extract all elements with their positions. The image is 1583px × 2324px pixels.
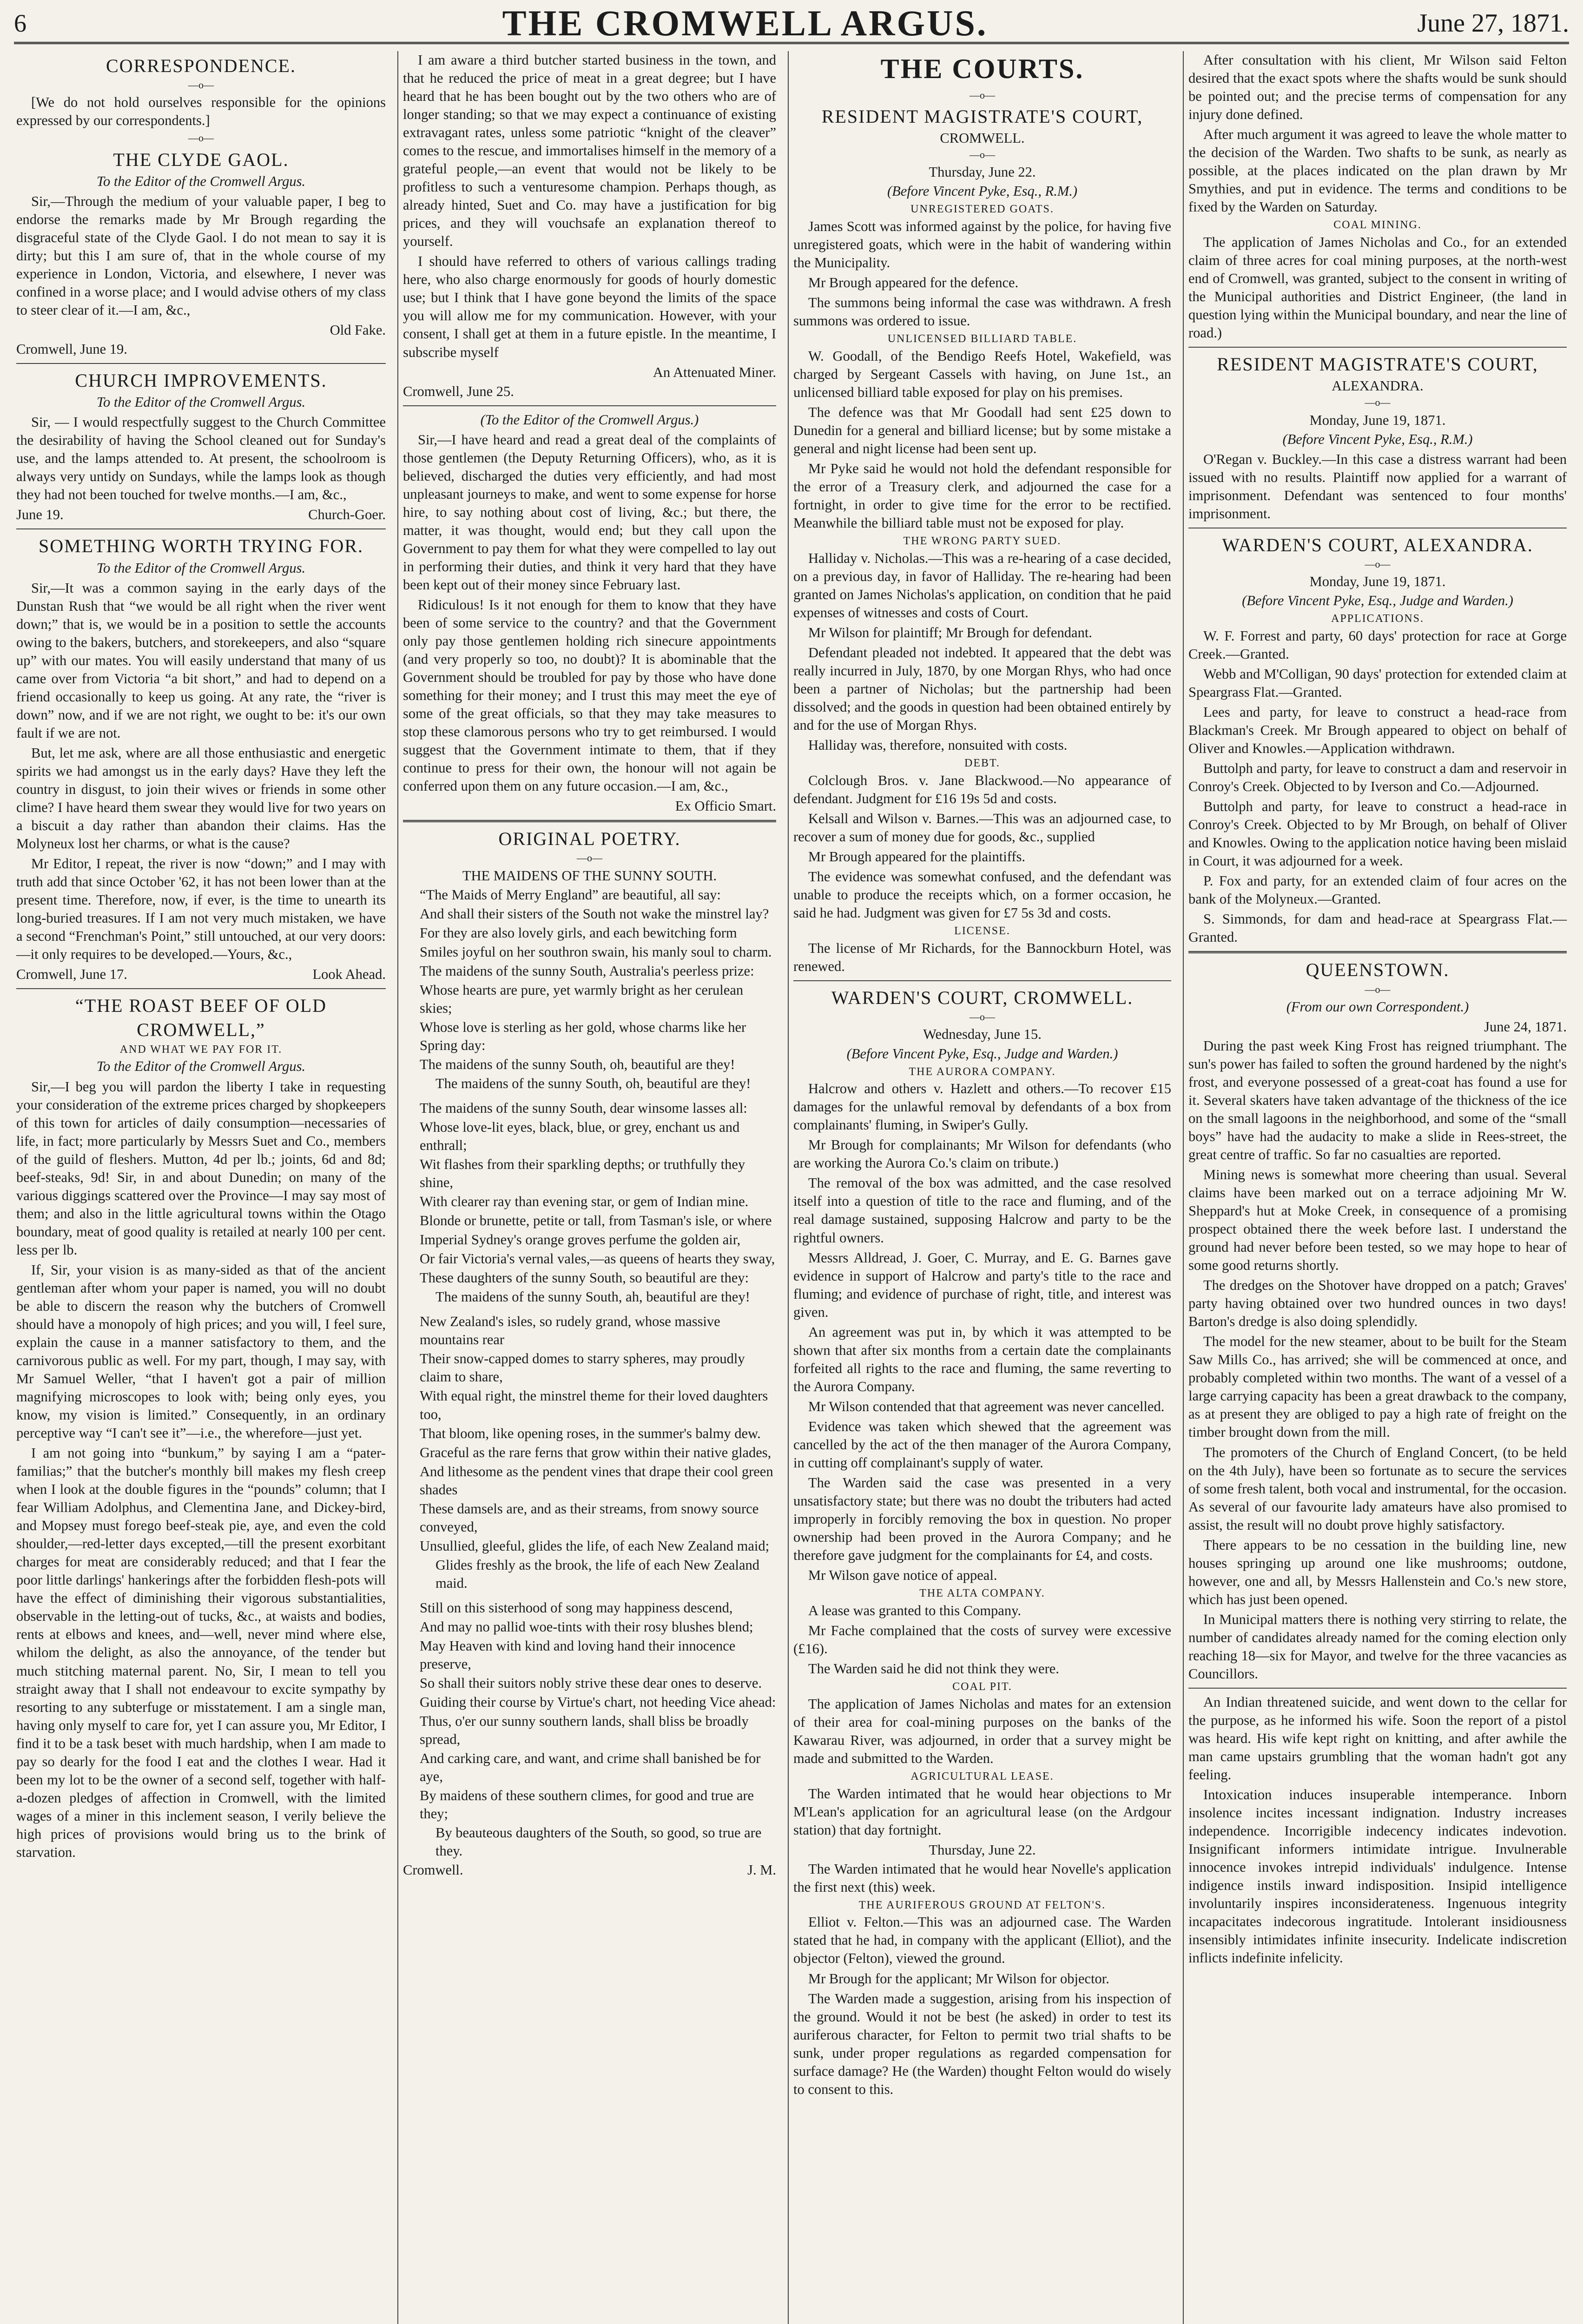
letter-footer [16, 965, 386, 984]
poem-line: Blonde or brunette, petite or tall, from Tasman's isle, or where [420, 1213, 772, 1229]
poem-line: And carking care, and want, and crime shall banished be for aye, [420, 1750, 761, 1785]
case-paragraph: The summons being informal the case was withdrawn. A fresh summons was ordered to issue. [793, 295, 1171, 329]
poem-line: Imperial Sydney's orange groves perfume the golden air, [420, 1232, 741, 1248]
letter-place-date: Cromwell, June 25. [403, 383, 514, 399]
case-paragraph: O'Regan v. Buckley.—In this case a distress warrant had been issued with no results. Plaintiff now applied for a warrant of imprisonment. Defendant was sentenced to four months' imprisonment. [1188, 451, 1567, 522]
poem-line: Whose love-lit eyes, black, blue, or grey, enchant us and enthrall; [420, 1119, 740, 1154]
poem-line: And may no pallid woe-tints with their rosy blushes blend; [420, 1618, 753, 1635]
case-paragraph: Mr Wilson gave notice of appeal. [808, 1567, 997, 1584]
case-paragraph: Mr Wilson contended that that agreement was never cancelled. [808, 1398, 1165, 1414]
letter-paragraph: Sir,—I beg you will pardon the liberty I take in requesting your consideration of the extreme prices charged by shopkeepers of this town for articles of daily consumption—necessaries of life, in fact; more particularly by Messrs Suet and Co., members of the guild of fleshers. Mutton, 4d per lb.; joints, 6d and 8d; beef-steaks, 9d! Sir, in and about Dunedin; on many of the various diggings scattered over the Province—I may say most of them; and also in the little agricultural towns within the Otago boundary, meat of good quality is retailed at nearly 100 per cent. less per lb. [16, 1078, 386, 1258]
divider [1188, 347, 1567, 348]
case-paragraph: Evidence was taken which shewed that the agreement was cancelled by the act of the then manager of the Aurora Company, in cutting off complainant's supply of water. [793, 1418, 1171, 1471]
to-editor-line: (To the Editor of the Cromwell Argus.) [480, 411, 699, 428]
report-paragraph: Mining news is somewhat more cheering than usual. Several claims have been marked out on a terrace adjoining Mr W. Sheppard's hut at Moke Creek, in consequence of a promising prospect obtained there the week before last. I understand the ground had never before been tested, so we may hope to hear of some good returns shortly. [1188, 1167, 1567, 1274]
divider [16, 988, 386, 989]
letter-paragraph: If, Sir, your vision is as many-sided as that of the ancient gentleman after whom your paper is named, you will no doubt be able to discern the reason why the butchers of Cromwell should have a monopoly of high prices; and you will, I feel sure, explain the cause in a manner satisfactory to them, and the carnivorous public as well. For my part, though, I may say, with Mr Samuel Weller, “that I haven't got a pair of million magnifying microscopes to look with; being only eyes, you know, my vision is limited.” Consequently, in an ordinary perceptive way “I can't see it”—i.e., the wherefore—just yet. [16, 1261, 386, 1441]
case-paragraph: Halliday v. Nicholas.—This was a re-hearing of a case decided, on a previous day, in favor of Halliday. The re-hearing had been granted on James Nicholas's application, on condition that he paid expenses of witnesses and costs of Court. [793, 550, 1171, 621]
ornament: —o— [188, 132, 214, 144]
case-paragraph: P. Fox and party, for an extended claim of four acres on the bank of the Molyneux.—Granted. [1188, 873, 1567, 907]
poem-line: The maidens of the sunny South, oh, beautiful are they! [420, 1056, 735, 1072]
case-paragraph: The Warden intimated that he would hear Novelle's application the first next (this) week. [793, 1861, 1171, 1895]
case-paragraph: Mr Brough for complainants; Mr Wilson for defendants (who are working the Aurora Co.'s claim on tribute.) [793, 1137, 1171, 1171]
letter-signature: An Attenuated Miner. [653, 364, 776, 380]
case-paragraph: Lees and party, for leave to construct a head-race from Blackman's Creek. Mr Brough appeared to object on behalf of Oliver and Knowles.—Application withdrawn. [1188, 704, 1567, 757]
court-heading: RESIDENT MAGISTRATE'S COURT, [1217, 354, 1538, 375]
poem-line: For they are also lovely girls, and each bewitching form [420, 924, 737, 941]
case-paragraph: James Scott was informed against by the police, for having five unregistered goats, which were in the habit of wandering within the Municipality. [793, 218, 1171, 271]
case-paragraph: Buttolph and party, for leave to construct a dam and reservoir in Conroy's Creek. Objected to by Iverson and Co.—Adjourned. [1188, 760, 1567, 795]
letter-paragraph: Ridiculous! Is it not enough for them to know that they have been of some service to the country? and that the Government only pay those gentlemen holding rich sinecure appointments (and very properly so too, no doubt)? It is abominable that the Government should be troubled for pay by those who have done something for their money; and I trust this may meet the eye of some of the great officials, so that they may take measures to stop these clamorous persons who try to get reimbursed. I would suggest that the Government intimate to them, that if they continue to press for their own, the honour will not again be conferred upon them on any future occasion.—I am, &c., [403, 596, 776, 794]
poem-line: Their snow-capped domes to starry spheres, may proudly claim to share, [420, 1351, 745, 1385]
poem-place: Cromwell. [403, 1862, 463, 1878]
case-paragraph: Defendant pleaded not indebted. It appeared that the debt was really incurred in July, 1870, by one Morgan Rhys, who had once been a partner of Nicholas; but the partnership had been dissolved; and the goods in question had been obtained entirely by and for the use of Morgan Rhys. [793, 645, 1171, 733]
filler-paragraph: Intoxication induces insuperable intemperance. Inborn insolence incites incessant indignation. Industry increases independence. Incorrigible indecency indicates indevotion. Insignificant informers intimidate intrigue. Invulnerable innocence invokes intrepid individuals' indulgence. Intense indigence instils inward indisposition. Insipid intelligence involuntarily inspires inconsiderateness. Ingenuous integrity incapacitates indecorous ingratitude. Intolerant insidiousness insensibly intimidates infinite insecurity. Indelicate indiscretion inflicts indefinite infelicity. [1188, 1787, 1567, 1966]
report-paragraph: The promoters of the Church of England Concert, (to be held on the 4th July), have been so fortunate as to secure the services of some fresh talent, both vocal and instrumental, for the occasion. As several of our favourite lady amateurs have also promised to assist, the result will no doubt prove highly satisfactory. [1188, 1444, 1567, 1533]
court-place: ALEXANDRA. [1332, 378, 1424, 394]
column-4 [1183, 51, 1571, 2324]
case-paragraph: The application of James Nicholas and Co., for an extended claim of three acres for coal mining purposes, at the north-west end of Cromwell, was granted, subject to the consent in writing of the Municipal authorities and District Engineer, (the land in question lying within the Municipal boundary, and near the line of road.) [1188, 234, 1567, 341]
to-editor-line: To the Editor of the Cromwell Argus. [96, 1058, 306, 1075]
case-title: APPLICATIONS. [1331, 613, 1425, 625]
case-title: UNLICENSED BILLIARD TABLE. [887, 333, 1077, 345]
case-paragraph: Mr Pyke said he would not hold the defendant responsible for the error of a Treasury clerk, and adjourned the case for a fortnight, in order to give time for the error to be rectified. Meanwhile the billiard table must not be exposed for play. [793, 461, 1171, 531]
case-title: THE AURORA COMPANY. [909, 1065, 1056, 1078]
letter-date: June 19. [16, 507, 64, 523]
clyde-gaol-heading: THE CLYDE GAOL. [113, 149, 289, 170]
letter-paragraph: Sir,—It was a common saying in the early days of the Dunstan Rush that “we would be all right when the river went down;” that is, we would be in a position to settle the accounts owing to the bakers, butchers, and storekeepers, and also “square up” with our mates. You will easily understand that many of us came over from Victoria “a bit short,” and had to depend on a friend occasionally to keep us going. At any rate, the “river is down” now, and if we are not right, we ought to be: it's our own fault if we are not. [16, 580, 386, 741]
letter-paragraph: I should have referred to others of various callings trading here, who also charge enormously for goods of hourly domestic use; but I think that I have gone beyond the limits of the space you will allow me for my communication. However, with your consent, I shall get at them in a future epistle. In the meantime, I subscribe myself [403, 253, 776, 360]
letter-body: Sir,—Through the medium of your valuable paper, I beg to endorse the remarks made by Mr Brough regarding the disgraceful state of the Clyde Gaol. I do not mean to say it is dirty; but this I am sure of, that in the whole course of my experience in London, Victoria, and elsewhere, I never was confined in a worse place; and I would advise others of my class to steer clear of it.—I am, &c., [16, 193, 386, 318]
court-date: Thursday, June 22. [929, 1842, 1036, 1858]
case-title: THE WRONG PARTY SUED. [903, 535, 1062, 548]
page-number: 6 [14, 9, 26, 37]
case-paragraph: Mr Brough for the applicant; Mr Wilson for objector. [808, 1970, 1109, 1987]
masthead [14, 5, 1569, 44]
case-paragraph: Mr Brough appeared for the defence. [808, 275, 1019, 291]
poem-line: Or fair Victoria's vernal vales,—as queens of hearts they sway, [420, 1251, 775, 1267]
case-title: COAL PIT. [952, 1680, 1012, 1693]
case-title: THE ALTA COMPANY. [919, 1587, 1045, 1600]
case-paragraph: Mr Fache complained that the costs of survey were excessive (£16). [793, 1622, 1171, 1657]
to-editor-line: To the Editor of the Cromwell Argus. [96, 560, 306, 576]
case-paragraph: The Warden said the case was presented in a very unsatisfactory state; but there was no doubt the tributers had acted improperly in forcibly removing the box in question. No proper ownership had been proved in the Aurora Company; and he therefore gave judgment for the complainants for £4, and costs. [793, 1474, 1171, 1564]
report-date: June 24, 1871. [1484, 1018, 1567, 1035]
queenstown-heading: QUEENSTOWN. [1306, 959, 1450, 981]
divider [793, 980, 1171, 981]
case-title: THE AURIFEROUS GROUND AT FELTON'S. [858, 1899, 1106, 1911]
poem-line: Graceful as the rare ferns that grow within their native glades, [420, 1444, 772, 1460]
filler-paragraph: An Indian threatened suicide, and went down to the cellar for the purpose, as he informed his wife. Soon the report of a pistol was heard. His wife kept right on knitting, and after awhile the man came upstairs grumbling that the woman hadn't got any feeling. [1188, 1694, 1567, 1783]
case-paragraph: Mr Brough appeared for the plaintiffs. [808, 849, 1025, 865]
case-paragraph: Mr Wilson for plaintiff; Mr Brough for defendant. [808, 625, 1092, 641]
court-date: Monday, June 19, 1871. [1309, 412, 1446, 428]
case-paragraph: The Warden made a suggestion, arising from his inspection of the ground. Would it not be best (he asked) in order to test its auriferous character, for Felton to permit two trial shafts to be sunk, under proper regulations as regarded compensation for surface damage? He (the Warden) thought Felton would do wisely to consent to this. [793, 1990, 1171, 2097]
case-paragraph: After consultation with his client, Mr Wilson said Felton desired that the exact spots where the shafts would be sunk should be pointed out; and the precise terms of compensation for any injury done defined. [1188, 52, 1567, 123]
case-paragraph: The application of James Nicholas and mates for an extension of their area for coal-mining purposes on the banks of the Kawarau River, was adjourned, in order that a survey might be made and submitted to the Warden. [793, 1696, 1171, 1766]
column-3 [788, 51, 1176, 2324]
poem-line: “The Maids of Merry England” are beautiful, all say: [420, 886, 721, 903]
case-paragraph: The removal of the box was admitted, and the case resolved itself into a question of title to the race and fluming, and of the real damage sustained, supposing Halcrow and party to be the rightful owners. [793, 1175, 1171, 1246]
case-paragraph: The license of Mr Richards, for the Bannockburn Hotel, was renewed. [793, 940, 1171, 975]
case-paragraph: The defence was that Mr Goodall had sent £25 down to Dunedin for a general and billiard license; but by some mistake a general and night license had been sent up. [793, 404, 1171, 457]
poetry-heading: ORIGINAL POETRY. [498, 828, 681, 850]
poem-line: Glides freshly as the brook, the life of each New Zealand maid. [435, 1557, 760, 1591]
poem-line: That bloom, like opening roses, in the summer's balmy dew. [420, 1425, 761, 1441]
case-paragraph: Colclough Bros. v. Jane Blackwood.—No appearance of defendant. Judgment for £16 19s 5d and costs. [793, 772, 1171, 807]
poem-line: The maidens of the sunny South, Australia's peerless prize: [420, 963, 754, 979]
letter-signature: Look Ahead. [312, 966, 386, 983]
report-paragraph: During the past week King Frost has reigned triumphant. The sun's power has failed to soften the ground hardened by the night's frost, and everyone possessed of a great-coat has found a use for it. Several skaters have taken advantage of the thickness of the ice on the small lagoons in the neighborhood, and some of the “small boys” have had the audacity to make a slide in Rees-street, the great centre of traffic. So far no casualties are reported. [1188, 1037, 1567, 1162]
case-title: UNREGISTERED GOATS. [910, 203, 1054, 216]
issue-date: June 27, 1871. [1417, 9, 1569, 38]
report-paragraph: There appears to be no cessation in the building line, new houses springing up around one like mushrooms; outdone, however, one and all, by Messrs Hallenstein and Co.'s new store, which has just been opened. [1188, 1537, 1567, 1607]
ornament: —o— [970, 89, 995, 101]
letter-place-date: Cromwell, June 17. [16, 966, 127, 983]
court-before: (Before Vincent Pyke, Esq., Judge and Warden.) [1242, 593, 1513, 609]
court-heading: WARDEN'S COURT, ALEXANDRA. [1222, 534, 1533, 555]
court-date: Monday, June 19, 1871. [1309, 574, 1446, 590]
case-paragraph: S. Simmonds, for dam and head-race at Speargrass Flat.—Granted. [1188, 911, 1567, 945]
poem-line: These daughters of the sunny South, so beautiful are they: [420, 1270, 749, 1286]
case-paragraph: Webb and M'Colligan, 90 days' protection for extended claim at Speargrass Flat.—Granted. [1188, 666, 1567, 700]
letter-paragraph: Mr Editor, I repeat, the river is now “down;” and I may with truth add that since October '62, it has not been lower than at the present time. Therefore, now, if ever, is the time to unearth its long-buried treasures. If I am not very much mistaken, we have a second “Frenchman's Point,” still untouched, at our very doors:—it only requires to be developed.—Yours, &c., [16, 856, 386, 963]
letter-signature: Ex Officio Smart. [675, 798, 776, 814]
letter-signature: Old Fake. [330, 322, 386, 338]
case-paragraph: After much argument it was agreed to leave the whole matter to the decision of the Warden. Two shafts to be sunk, as nearly as possible, at the places indicated on the plan drawn by Mr Smythies, and put in evidence. The terms and conditions to be fixed by the Warden on Saturday. [1188, 126, 1567, 215]
poem-line: The maidens of the sunny South, oh, beautiful are they! [435, 1075, 751, 1091]
poem-line: The maidens of the sunny South, ah, beautiful are they! [435, 1289, 750, 1305]
something-heading: SOMETHING WORTH TRYING FOR. [38, 535, 364, 557]
poem-line: Wit flashes from their sparkling depths; or truthfully they shine, [420, 1156, 745, 1191]
case-paragraph: The Warden said he did not think they were. [808, 1660, 1059, 1677]
roast-beef-subheading: AND WHAT WE PAY FOR IT. [119, 1043, 283, 1056]
court-before: (Before Vincent Pyke, Esq., R.M.) [1282, 431, 1473, 447]
poem-line: May Heaven with kind and loving hand their innocence preserve, [420, 1637, 736, 1672]
letter-paragraph: Sir,—I have heard and read a great deal of the complaints of those gentlemen (the Deputy Returning Officers), who, as it is believed, discharged the duties very efficiently, and had most unpleasant journeys to make, and went to some expense for horse hire, to say nothing about cost of living, &c.; but there, the matter, it was thought, would end; but they call upon the Government to pay them for what they were compelled to lay out in performing their duties, and think it very hard that they have been kept out of their money since February last. [403, 431, 776, 593]
report-paragraph: In Municipal matters there is nothing very stirring to relate, the number of candidates already named for the coming election only reaching 18—six for Mayor, and twelve for the three vacancies as Councillors. [1188, 1611, 1567, 1682]
courts-heading: THE COURTS. [880, 53, 1084, 84]
correspondence-disclaimer: [We do not hold ourselves responsible for the opinions expressed by our correspondents.] [16, 94, 386, 129]
column-1 [12, 51, 390, 2324]
poem-footer [403, 1861, 776, 1879]
column-2 [397, 51, 781, 2324]
ornament: —o— [970, 149, 995, 161]
letter-footer [16, 506, 386, 524]
case-paragraph: Halliday was, therefore, nonsuited with costs. [808, 737, 1068, 753]
to-editor-line: To the Editor of the Cromwell Argus. [96, 173, 306, 189]
poem-line: Guiding their course by Virtue's chart, not heeding Vice ahead: [420, 1694, 776, 1710]
divider [16, 363, 386, 364]
letter-paragraph: I am not going into “bunkum,” by saying I am a “pater-familias;” that the butcher's monthly bill makes my flesh creep when I look at the double figures in the “pounds” column; that I fear William Adolphus, and Clementina Jane, and Dickey-bird, and Mopsey must forego beef-steak pie, aye, and even the cold shoulder,—red-letter days excepted,—till the present exorbitant charges for meat are considerably reduced; and that I fear the poor little darlings' hankerings after the forbidden flesh-pots will have the effect of diminishing their vigorous substantialities, observable in the letting-out of tucks, &c., at waists and bodies, rents at elbows and knees, and—well, never mind where else, whilom the delight, as also the annoyance, of the tender but much stitching maternal parent. No, Sir, I mean to tell you straight away that I shall not endeavour to excite sympathy by resorting to any subterfuge or misstatement. I am a single man, having only myself to care for, yet I can assure you, Mr Editor, I find it to be a task beset with much hardship, when I am made to pay so dearly for the food I eat and the clothes I wear. Had it been my lot to be the owner of a second self, together with half-a-dozen pledges of affection in Cromwell, with the limited wages of a miner in this inclement season, I verily believe the high prices of provisions would bring us to the brink of starvation. [16, 1445, 386, 1860]
court-before: (Before Vincent Pyke, Esq., R.M.) [887, 183, 1078, 199]
letter-signature: Church-Goer. [308, 507, 386, 523]
ornament: —o— [188, 79, 214, 91]
case-paragraph: Elliot v. Felton.—This was an adjourned case. The Warden stated that he had, in company with the applicant (Elliot), and the objector (Felton), viewed the ground. [793, 1914, 1171, 1967]
report-paragraph: The model for the new steamer, about to be built for the Steam Saw Mills Co., has arrived; she will be commenced at once, and probably completed within two months. The want of a vessel of a large carrying capacity has been a great drawback to the company, as at present they are obliged to pay a high rate of freight on the timber brought down from the mill. [1188, 1334, 1567, 1440]
case-paragraph: Kelsall and Wilson v. Barnes.—This was an adjourned case, to recover a sum of money due for goods, &c., supplied [793, 811, 1171, 845]
case-paragraph: Halcrow and others v. Hazlett and others.—To recover £15 damages for the unlawful removal by defendants of a box from complainants' fluming, in Swiper's Gully. [793, 1081, 1171, 1133]
court-place: CROMWELL. [940, 130, 1025, 146]
ornament: —o— [1365, 396, 1391, 409]
poem-line: And lithesome as the pendent vines that drape their cool green shades [420, 1463, 773, 1498]
poem-title: THE MAIDENS OF THE SUNNY SOUTH. [462, 867, 717, 884]
newspaper-title: THE CROMWELL ARGUS. [502, 3, 988, 43]
case-title: COAL MINING. [1333, 219, 1422, 231]
poem-signature: J. M. [747, 1862, 776, 1878]
correspondent-line: (From our own Correspondent.) [1286, 998, 1469, 1015]
report-paragraph: The dredges on the Shotover have dropped on a patch; Graves' party having obtained over two hundred ounces in two days! Barton's dredge is also doing splendidly. [1188, 1277, 1567, 1330]
case-paragraph: The evidence was somewhat confused, and the defendant was unable to produce the receipts which, on a former occasion, he said he had. Judgment was given for £7 5s 3d and costs. [793, 869, 1171, 921]
poem-line: Unsullied, gleeful, glides the life, of each New Zealand maid; [420, 1538, 770, 1554]
case-paragraph: Messrs Alldread, J. Goer, C. Murray, and E. G. Barnes gave evidence in support of Halcrow and party's title to the race and fluming; and evidence of purchase of right, title, and interest was given. [793, 1249, 1171, 1320]
case-title: AGRICULTURAL LEASE. [910, 1770, 1054, 1783]
poem-line: By beauteous daughters of the South, so good, so true are they. [435, 1825, 762, 1859]
poem-line: Smiles joyful on her southron swain, his manly soul to charm. [420, 944, 772, 960]
letter-place-date: Cromwell, June 19. [16, 341, 127, 357]
correspondence-heading: CORRESPONDENCE. [106, 55, 296, 76]
case-paragraph: The Warden intimated that he would hear objections to Mr M'Lean's application for an agricultural lease (on the Ardgour station) that day fortnight. [793, 1785, 1171, 1838]
ornament: —o— [970, 1011, 995, 1023]
poem-line: By maidens of these southern climes, for good and true are they; [420, 1788, 754, 1822]
poem-line: Still on this sisterhood of song may happiness descend, [420, 1599, 733, 1616]
letter-paragraph: I am aware a third butcher started business in the town, and that he reduced the price of meat in a great degree; but I have heard that he has been bought out by the two others who are of longer standing; so that we may expect a continuance of existing extravagant rates, unless some patriotic “knight of the cleaver” comes to the rescue, and immortalises himself in the memory of a grateful people,—an event that would not be likely to be profitless to such a venturesome champion. Perhaps though, as already hinted, Suet and Co. may have a justification for big prices, and they will vouchsafe an explanation thereof to yourself. [403, 52, 776, 250]
court-date: Wednesday, June 15. [923, 1026, 1042, 1043]
poem-line: New Zealand's isles, so rudely grand, whose massive mountains rear [420, 1314, 720, 1348]
to-editor-line: To the Editor of the Cromwell Argus. [96, 394, 306, 410]
poem-line: The maidens of the sunny South, dear winsome lasses all: [420, 1100, 747, 1116]
roast-beef-heading: “THE ROAST BEEF OF OLD CROMWELL,” [75, 995, 327, 1040]
poem-line: These damsels are, and as their streams, from snowy source conveyed, [420, 1500, 759, 1535]
case-paragraph: W. Goodall, of the Bendigo Reefs Hotel, Wakefield, was charged by Sergeant Cassels with having, on June 1st., an unlicensed billiard table exposed for play on his premises. [793, 348, 1171, 401]
ornament: —o— [1365, 558, 1391, 570]
poem [403, 886, 776, 1861]
poem-line: So shall their suitors nobly strive these dear ones to deserve. [420, 1675, 762, 1691]
divider [16, 528, 386, 529]
divider [403, 405, 776, 406]
letter-body: Sir, — I would respectfully suggest to the Church Committee the desirability of having the School cleaned out for Sunday's use, and the lamps attended to. At present, the schoolroom is always very untidy on Sundays, while the lamps look as though they had not been touched for twelve months.—I am, &c., [16, 414, 386, 503]
letter-paragraph: But, let me ask, where are all those enthusiastic and energetic spirits we had amongst us in the early days? Have they left the country in disgust, to join their wives or friends in some other clime? I have heard them swear they would live for two years on a biscuit a day rather than abandon their claims. Has the Molyneux lost her charms, or what is the cause? [16, 745, 386, 852]
case-title: DEBT. [964, 757, 1000, 770]
court-heading: RESIDENT MAGISTRATE'S COURT, [821, 106, 1143, 127]
divider [403, 820, 776, 822]
poem-line: Whose hearts are pure, yet warmly bright as her cerulean skies; [420, 982, 744, 1016]
case-paragraph: An agreement was put in, by which it was attempted to be shown that after six months from a certain date the complainants forfeited all rights to the race and fluming, the same reverting to the Aurora Company. [793, 1324, 1171, 1394]
court-heading: WARDEN'S COURT, CROMWELL. [831, 987, 1134, 1009]
ornament: —o— [1365, 983, 1391, 995]
case-title: LICENSE. [954, 925, 1010, 938]
ornament: —o— [577, 852, 602, 864]
poem-line: With clearer ray than evening star, or gem of Indian mine. [420, 1194, 749, 1210]
case-paragraph: A lease was granted to this Company. [808, 1602, 1021, 1618]
case-paragraph: W. F. Forrest and party, 60 days' protection for race at Gorge Creek.—Granted. [1188, 627, 1567, 662]
court-before: (Before Vincent Pyke, Esq., Judge and Warden.) [846, 1045, 1118, 1062]
church-heading: CHURCH IMPROVEMENTS. [75, 370, 327, 391]
case-paragraph: Buttolph and party, for leave to construct a head-race in Conroy's Creek. Objected to by Mr Brough, on behalf of Oliver and Knowles. Owing to the application notice having been mislaid in Court, it was adjourned for a week. [1188, 799, 1567, 869]
divider [1188, 1688, 1567, 1689]
poem-line: Thus, o'er our sunny southern lands, shall bliss be broadly spread, [420, 1713, 749, 1748]
poem-line: And shall their sisters of the South not wake the minstrel lay? [420, 905, 769, 922]
poem-line: With equal right, the minstrel theme for their loved daughters too, [420, 1388, 768, 1422]
court-date: Thursday, June 22. [929, 164, 1036, 180]
divider [1188, 951, 1567, 953]
poem-line: Whose love is sterling as her gold, whose charms like her Spring day: [420, 1019, 746, 1053]
